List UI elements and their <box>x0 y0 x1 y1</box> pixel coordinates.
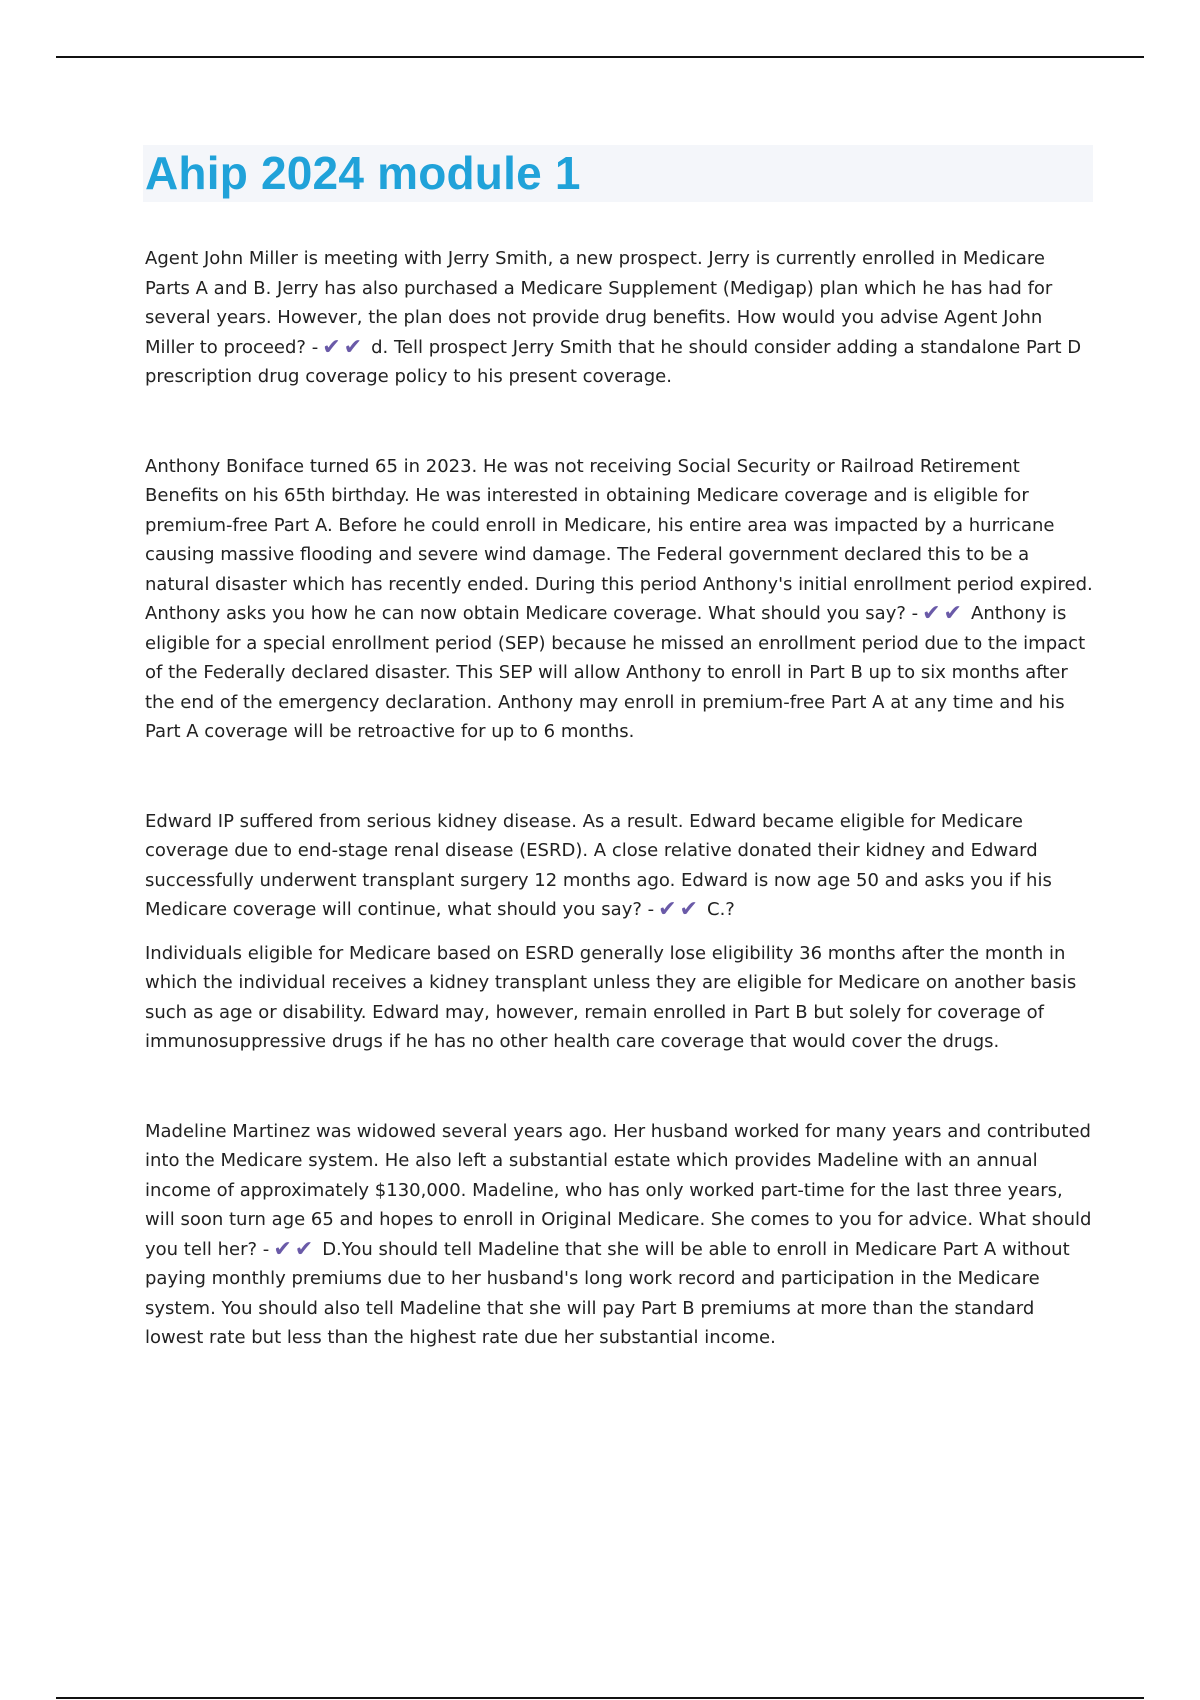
question-text: Agent John Miller is meeting with Jerry Smith, a new prospect. Jerry is currently enrolled in Medicare Parts A and B. Jerry has also purchased a Medicare Supplement (Medigap) plan which he has had for several years. However, the plan does not provide drug benefits. How would you advise Agent John Miller to proceed? - <box>145 248 1053 358</box>
qa-paragraph <box>145 807 1095 925</box>
qa-paragraph <box>145 1117 1095 1353</box>
double-checkmark-icon: ✔✔ <box>658 897 701 922</box>
qa-item-1 <box>145 244 1095 392</box>
answer-text: D.You should tell Madeline that she will be able to enroll in Medicare Part A without paying monthly premiums due to her husband's long work record and participation in the Medicare system. You should also tell Madeline that she will pay Part B premiums at more than the standard lowest rate but less than the highest rate due her substantial income. <box>145 1238 1070 1348</box>
double-checkmark-icon: ✔✔ <box>922 601 965 626</box>
question-text: Madeline Martinez was widowed several years ago. Her husband worked for many years and contributed into the Medicare system. He also left a substantial estate which provides Madeline with an annual income of approximately $130,000. Madeline, who has only worked part-time for the last three years, will soon turn age 65 and hopes to enroll in Original Medicare. She comes to you for advice. What should you tell her? - <box>145 1120 1092 1260</box>
answer-text: d. Tell prospect Jerry Smith that he should consider adding a standalone Part D prescription drug coverage policy to his present coverage. <box>145 336 1082 387</box>
qa-item-2 <box>145 452 1095 747</box>
question-text: Anthony Boniface turned 65 in 2023. He was not receiving Social Security or Railroad Retirement Benefits on his 65th birthday. He was interested in obtaining Medicare coverage and is eligible for premium-free Part A. Before he could enroll in Medicare, his entire area was impacted by a hurricane causing massive flooding and severe wind damage. The Federal government declared this to be a natural disaster which has recently ended. During this period Anthony's initial enrollment period expired. Anthony asks you how he can now obtain Medicare coverage. What should you say? - <box>145 455 1093 624</box>
document-body <box>145 244 1095 1413</box>
question-text: Edward IP suffered from serious kidney disease. As a result. Edward became eligible for Medicare coverage due to end-stage renal disease (ESRD). A close relative donated their kidney and Edward successfully underwent transplant surgery 12 months ago. Edward is now age 50 and asks you if his Medicare coverage will continue, what should you say? - <box>145 810 1052 920</box>
page-title: Ahip 2024 module 1 <box>145 147 581 199</box>
answer-explanation: Individuals eligible for Medicare based on ESRD generally lose eligibility 36 months after the month in which the individual receives a kidney transplant unless they are eligible for Medicare on another basis such as age or disability. Edward may, however, remain enrolled in Part B but solely for coverage of immunosuppressive drugs if he has no other health care coverage that would cover the drugs. <box>145 942 1077 1052</box>
qa-item-4 <box>145 1117 1095 1353</box>
bottom-rule <box>56 1697 1144 1699</box>
double-checkmark-icon: ✔✔ <box>273 1236 317 1262</box>
qa-item-3 <box>145 807 1095 1057</box>
answer-text: C.? <box>707 899 735 920</box>
double-checkmark-icon: ✔✔ <box>322 334 366 360</box>
qa-paragraph <box>145 452 1095 747</box>
top-rule <box>56 56 1144 58</box>
qa-paragraph <box>145 244 1095 392</box>
answer-text: Anthony is eligible for a special enrollment period (SEP) because he missed an enrollment period due to the impact of the Federally declared disaster. This SEP will allow Anthony to enroll in Part B up to six months after the end of the emergency declaration. Anthony may enroll in premium-free Part A at any time and his Part A coverage will be retroactive for up to 6 months. <box>145 603 1086 742</box>
